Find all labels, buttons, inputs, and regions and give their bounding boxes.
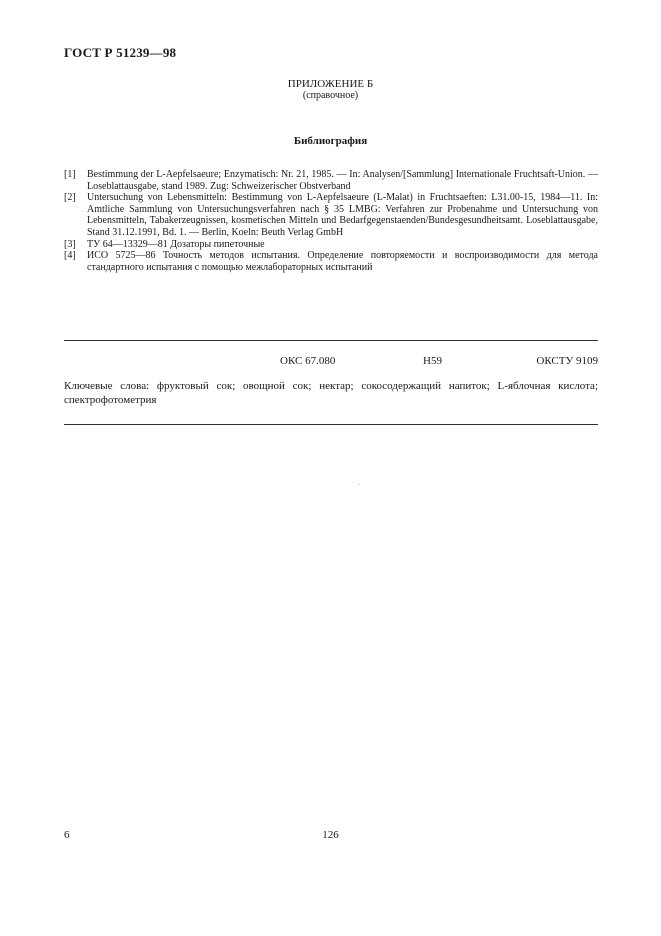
appendix-heading <box>0 78 661 102</box>
appendix-subtitle: (справочное) <box>302 90 359 101</box>
h-code: Н59 <box>423 355 442 367</box>
bibliography-item <box>64 250 598 273</box>
reference-number: [3] <box>64 238 76 250</box>
page-number-left: 6 <box>64 829 70 841</box>
bibliography-item <box>64 239 598 251</box>
bibliography-item <box>64 169 598 192</box>
bibliography-list <box>64 169 598 273</box>
bottom-divider <box>64 424 598 425</box>
keywords-text: Ключевые слова: фруктовый сок; овощной сок; нектар; сокосодержащий напиток; L-яблочная кислота; спектрофотометрия <box>64 380 598 406</box>
okstu-code: ОКСТУ 9109 <box>536 355 598 367</box>
bibliography-title: Библиография <box>293 135 368 147</box>
page-number-center: 126 <box>322 829 339 841</box>
reference-text: ИСО 5725—86 Точность методов испытания. Определение повторяемости и воспроизводимости для метода стандартного испытания с помощью межлабораторных испытаний <box>87 250 598 273</box>
reference-text: Untersuchung von Lebensmitteln: Bestimmung von L-Aepfelsaeure (L-Malat) in Fruchtsaeften: L31.00-15, 1984—11. In: Amtliche Sammlung von Untersuchungsverfahren nach § 35 LMBG: Verfahren zur Probenahme und Untersuchung von Lebensmitteln, Tabakerzeugnissen, kosmetischen Mitteln und Bedarfgegenstaenden/Bundesgesundheitsamt. Loseblattausgabe, Stand 31.12.1991, Bd. 1. — Berlin, Koeln: Beuth Verlag GmbH <box>87 192 598 238</box>
oks-code: ОКС 67.080 <box>280 355 336 367</box>
reference-number: [4] <box>64 250 76 262</box>
scan-speck <box>359 484 360 485</box>
reference-text: ТУ 64—13329—81 Дозаторы пипеточные <box>87 238 265 250</box>
document-code: ГОСТ Р 51239—98 <box>64 45 177 60</box>
reference-number: [2] <box>64 192 76 204</box>
appendix-title: ПРИЛОЖЕНИЕ Б <box>287 78 374 90</box>
top-divider <box>64 340 598 341</box>
reference-number: [1] <box>64 169 76 180</box>
reference-text: Bestimmung der L-Aepfelsaeure; Enzymatisch: Nr. 21, 1985. — In: Analysen/[Sammlung] Internationale Fruchtsaft-Union. — Loseblattausgabe, stand 1989. Zug: Schweizerischer Obstverband <box>87 169 598 192</box>
bibliography-item <box>64 192 598 238</box>
